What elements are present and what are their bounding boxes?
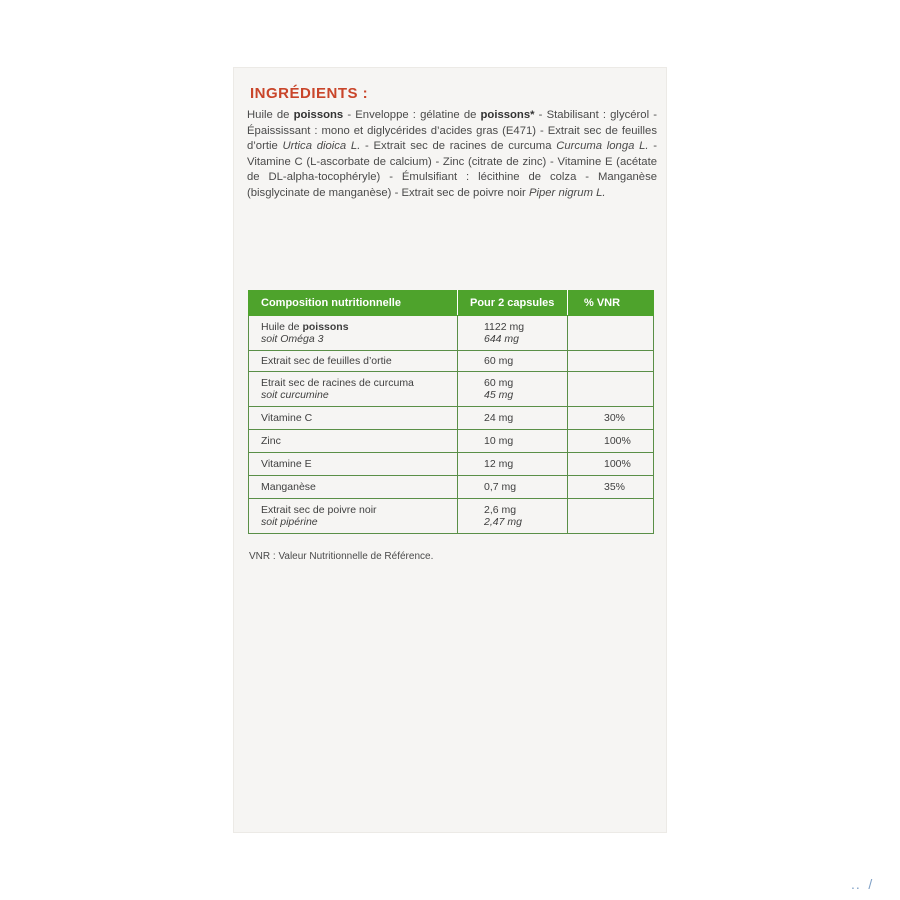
nutrient-subname: soit curcumine	[261, 389, 329, 401]
table-row	[249, 351, 654, 372]
nutrient-subquantity: 45 mg	[484, 389, 514, 401]
table-row	[249, 476, 654, 499]
ingredients-segment: Piper nigrum L.	[528, 186, 606, 199]
ingredients-title: INGRÉDIENTS :	[250, 85, 369, 102]
header-quantity: Pour 2 capsules	[458, 291, 568, 316]
nutrient-quantity: 24 mg	[458, 407, 568, 430]
table-row	[249, 372, 654, 407]
nutrition-table	[248, 290, 654, 534]
ingredients-segment: poissons	[293, 109, 344, 121]
nutrient-vnr	[568, 316, 654, 351]
ingredients-segment: - Stabilisant : glycérol - Épaississant : mono et diglycérides d’acides gras (E471) - Extrait sec de feuilles d’ortie	[247, 109, 657, 152]
nutrient-vnr	[568, 351, 654, 372]
nutrient-name: Manganèse	[249, 476, 458, 499]
header-vnr: % VNR	[568, 291, 654, 316]
table-row	[249, 407, 654, 430]
ingredients-segment: Urtica dioica L.	[282, 140, 361, 152]
table-row	[249, 453, 654, 476]
nutrient-vnr	[568, 499, 654, 534]
ingredients-segment: poissons*	[480, 109, 535, 121]
nutrient-subquantity: 644 mg	[484, 333, 520, 345]
nutrient-subname: soit pipérine	[261, 516, 318, 528]
nutrient-vnr: 35%	[568, 476, 654, 499]
nutrient-name: Vitamine E	[249, 453, 458, 476]
nutrient-name: Huile de poissons soit Oméga 3	[249, 316, 458, 351]
nutrient-quantity: 60 mg	[458, 351, 568, 372]
ingredients-segment: Curcuma longa L.	[556, 140, 649, 152]
nutrient-quantity: 10 mg	[458, 430, 568, 453]
nutrient-quantity: 2,6 mg 2,47 mg	[458, 499, 568, 534]
nutrient-name: Extrait sec de feuilles d’ortie	[249, 351, 458, 372]
nutrient-name: Extrait sec de poivre noir soit pipérine	[249, 499, 458, 534]
nutrient-subquantity: 2,47 mg	[484, 516, 522, 528]
ingredients-segment: - Extrait sec de racines de curcuma	[360, 140, 557, 152]
nutrient-quantity: 1122 mg 644 mg	[458, 316, 568, 351]
table-row	[249, 316, 654, 351]
nutrient-quantity: 0,7 mg	[458, 476, 568, 499]
product-label-panel	[233, 67, 667, 833]
header-composition: Composition nutritionnelle	[249, 291, 458, 316]
nutrient-name: Zinc	[249, 430, 458, 453]
ingredients-segment: - Enveloppe : gélatine de	[343, 109, 481, 121]
ingredients-list	[247, 108, 657, 201]
watermark-logo: .. /	[851, 876, 874, 892]
nutrient-vnr	[568, 372, 654, 407]
nutrient-quantity: 12 mg	[458, 453, 568, 476]
nutrient-name: Vitamine C	[249, 407, 458, 430]
nutrition-table-header	[249, 291, 654, 316]
ingredients-segment: Huile de	[247, 109, 294, 121]
ingredients-segment: - Vitamine C (L-ascorbate de calcium) - Zinc (citrate de zinc) - Vitamine E (acétate de DL-alpha-tocophéryle) - Émulsifiant : lécithine de colza - Manganèse (bisglycinate de manganèse) - Extrait sec de poivre noir	[247, 140, 657, 199]
nutrient-vnr: 100%	[568, 453, 654, 476]
nutrient-vnr: 30%	[568, 407, 654, 430]
nutrient-name: Etrait sec de racines de curcuma soit curcumine	[249, 372, 458, 407]
table-row	[249, 430, 654, 453]
nutrient-vnr: 100%	[568, 430, 654, 453]
nutrient-subname: soit Oméga 3	[261, 333, 324, 345]
vnr-footnote: VNR : Valeur Nutritionnelle de Référence.	[249, 551, 434, 562]
nutrient-quantity: 60 mg 45 mg	[458, 372, 568, 407]
table-row	[249, 499, 654, 534]
